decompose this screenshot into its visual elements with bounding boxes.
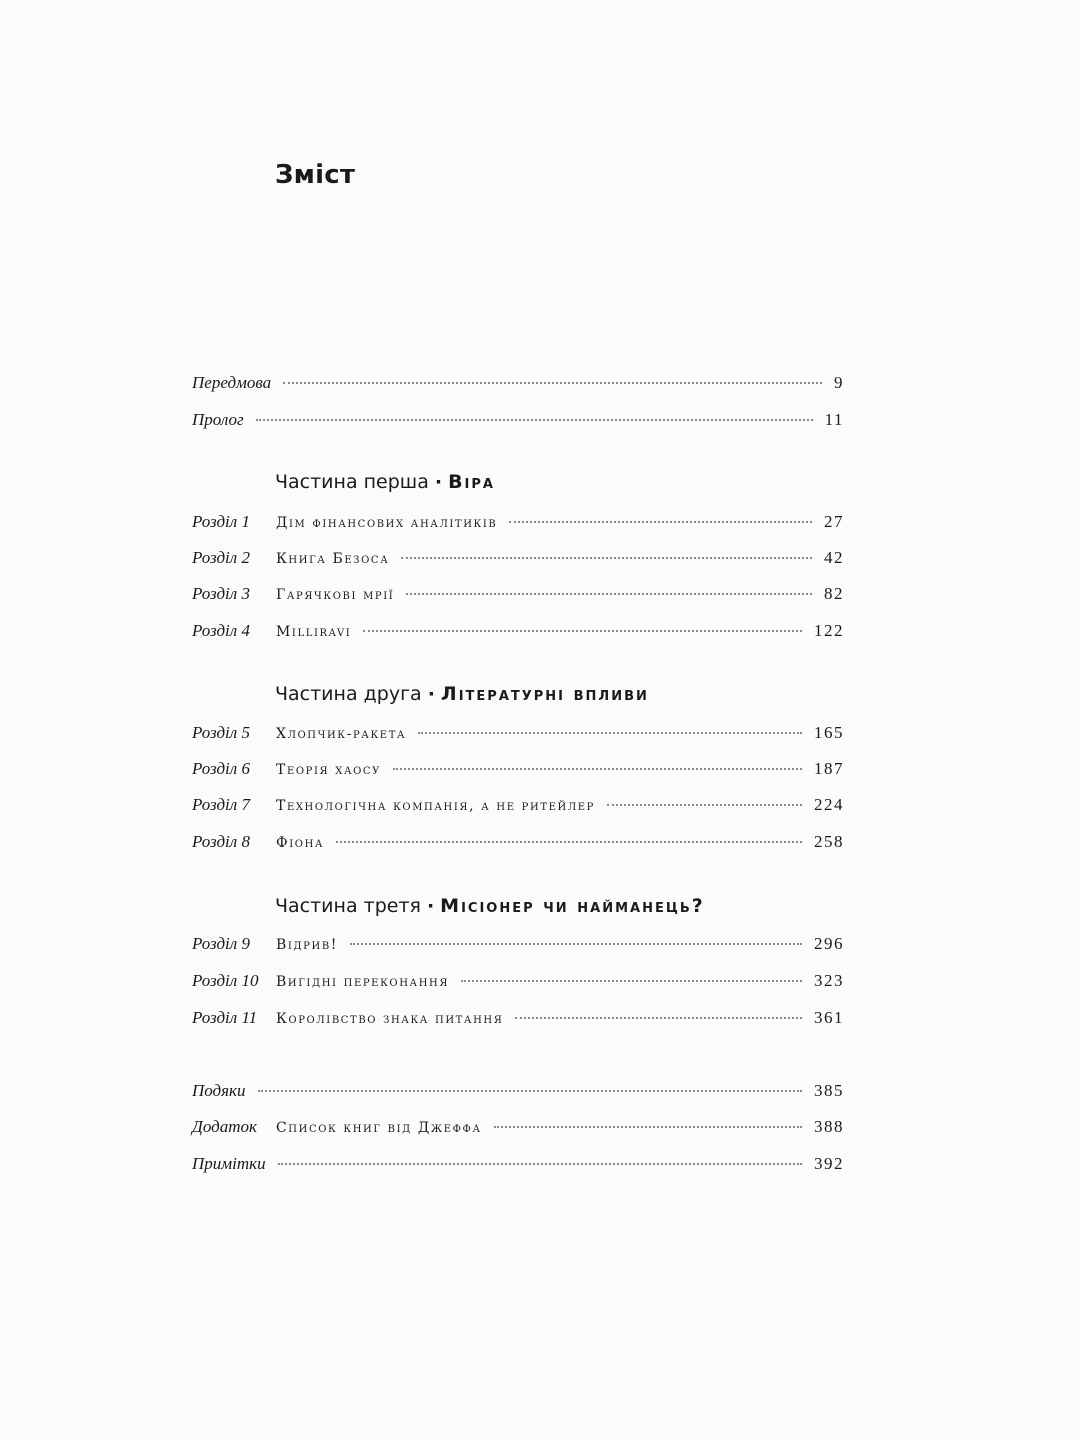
dot-leader xyxy=(418,731,802,734)
toc-entry-notes[interactable] xyxy=(192,1151,844,1177)
chapter-label: Розділ 11 xyxy=(192,1008,258,1027)
page-number: 388 xyxy=(814,1117,844,1136)
chapter-label: Розділ 9 xyxy=(192,934,250,953)
chapter-label: Розділ 2 xyxy=(192,548,250,567)
page-number: 323 xyxy=(814,971,844,990)
page-number: 392 xyxy=(814,1154,844,1173)
entry-label: Пролог xyxy=(192,410,244,429)
part-name: Місіонер чи найманець? xyxy=(440,895,705,917)
page-number: 361 xyxy=(814,1008,844,1027)
part-prefix: Частина друга xyxy=(275,683,422,705)
chapter-title: Теорія хаосу xyxy=(276,762,382,778)
toc-entry-preface[interactable] xyxy=(192,370,844,396)
chapter-title: Королівство знака питання xyxy=(276,1011,504,1027)
chapter-label: Розділ 5 xyxy=(192,723,250,742)
dot-leader xyxy=(461,979,802,982)
dot-leader xyxy=(283,381,822,384)
toc-entry-chapter[interactable] xyxy=(192,545,844,571)
dot-leader xyxy=(393,767,802,770)
part-prefix: Частина перша xyxy=(275,471,429,493)
chapter-title: Milliravi xyxy=(276,624,352,640)
toc-entry-acknowledgements[interactable] xyxy=(192,1078,844,1104)
part-separator: · xyxy=(427,683,435,705)
part-separator: · xyxy=(434,471,443,493)
dot-leader xyxy=(607,803,802,806)
dot-leader xyxy=(258,1089,802,1092)
page-number: 187 xyxy=(814,759,844,778)
toc-entry-chapter[interactable] xyxy=(192,756,844,782)
chapter-title: Відрив! xyxy=(276,937,338,953)
dot-leader xyxy=(278,1162,802,1165)
entry-title: Список книг від Джеффа xyxy=(276,1120,482,1136)
toc-entry-prologue[interactable] xyxy=(192,407,844,433)
page-number: 296 xyxy=(814,934,844,953)
dot-leader xyxy=(256,418,813,421)
dot-leader xyxy=(350,942,802,945)
chapter-title: Технологічна компанія, а не ритейлер xyxy=(276,798,595,814)
chapter-title: Фіона xyxy=(276,835,325,851)
page-number: 385 xyxy=(814,1081,844,1100)
chapter-label: Розділ 4 xyxy=(192,621,250,640)
entry-label: Додаток xyxy=(192,1117,257,1136)
part-heading xyxy=(275,467,495,497)
toc-entry-chapter[interactable] xyxy=(192,509,844,535)
entry-label: Примітки xyxy=(192,1154,266,1173)
dot-leader xyxy=(494,1125,802,1128)
toc-entry-chapter[interactable] xyxy=(192,792,844,818)
toc-entry-chapter[interactable] xyxy=(192,618,844,644)
toc-entry-chapter[interactable] xyxy=(192,1005,844,1031)
dot-leader xyxy=(336,840,802,843)
page-number: 122 xyxy=(814,621,844,640)
chapter-label: Розділ 8 xyxy=(192,832,250,851)
page-number: 27 xyxy=(824,512,844,531)
dot-leader xyxy=(515,1016,802,1019)
entry-label: Подяки xyxy=(192,1081,246,1100)
page-number: 11 xyxy=(824,410,844,429)
page-title: Зміст xyxy=(275,160,356,190)
page-number: 165 xyxy=(814,723,844,742)
dot-leader xyxy=(401,556,812,559)
chapter-label: Розділ 1 xyxy=(192,512,250,531)
toc-entry-appendix[interactable] xyxy=(192,1114,844,1140)
page-number: 42 xyxy=(824,548,844,567)
page-number: 9 xyxy=(834,373,844,392)
page-number: 82 xyxy=(824,584,844,603)
dot-leader xyxy=(406,592,812,595)
part-heading xyxy=(275,891,705,921)
chapter-label: Розділ 3 xyxy=(192,584,250,603)
chapter-title: Дім фінансових аналітиків xyxy=(276,515,498,531)
toc-entry-chapter[interactable] xyxy=(192,581,844,607)
part-separator: · xyxy=(426,895,435,917)
part-heading xyxy=(275,679,649,709)
toc-entry-chapter[interactable] xyxy=(192,720,844,746)
chapter-label: Розділ 10 xyxy=(192,971,259,990)
dot-leader xyxy=(363,629,802,632)
chapter-title: Вигідні переконання xyxy=(276,974,450,990)
toc-entry-chapter[interactable] xyxy=(192,931,844,957)
chapter-title: Книга Безоса xyxy=(276,551,390,567)
part-prefix: Частина третя xyxy=(275,895,421,917)
page-number: 258 xyxy=(814,832,844,851)
toc-entry-chapter[interactable] xyxy=(192,968,844,994)
part-name: Віра xyxy=(448,471,495,493)
chapter-title: Гарячкові мрії xyxy=(276,587,395,603)
toc-entry-chapter[interactable] xyxy=(192,829,844,855)
entry-label: Передмова xyxy=(192,373,272,392)
chapter-label: Розділ 6 xyxy=(192,759,250,778)
chapter-label: Розділ 7 xyxy=(192,795,250,814)
dot-leader xyxy=(509,520,812,523)
page-number: 224 xyxy=(814,795,844,814)
chapter-title: Хлопчик-ракета xyxy=(276,726,407,742)
part-name: Літературні впливи xyxy=(440,683,649,705)
